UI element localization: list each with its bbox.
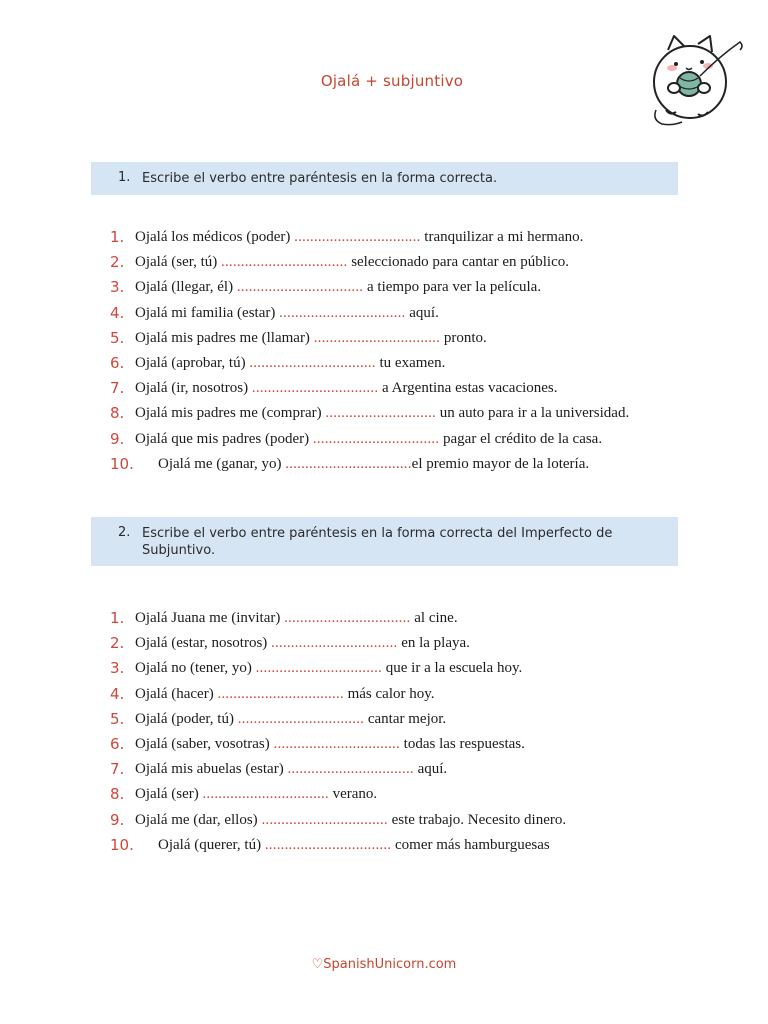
list-item: 4. Ojalá mi familia (estar) ................................ aquí. — [110, 303, 439, 322]
list-item: 7. Ojalá (ir, nosotros) ................................ a Argentina estas vacaciones. — [110, 379, 558, 398]
list-item: 10. Ojalá (querer, tú) ................................ comer más hamburguesas — [110, 835, 550, 854]
answer-blank: ................................ — [264, 836, 392, 853]
instruction-number: 2. — [118, 525, 131, 540]
answer-blank: ................................ — [261, 811, 388, 828]
instruction-text: Escribe el verbo entre paréntesis en la forma correcta del Imperfecto de Subjuntivo. — [142, 526, 613, 558]
answer-blank: ................................ — [312, 430, 440, 447]
list-item: 10. Ojalá me (ganar, yo) ................................el premio mayor de la lotería. — [110, 454, 590, 473]
answer-blank: ................................ — [279, 304, 406, 321]
list-item: 9. Ojalá que mis padres (poder) ................................ pagar el crédito de la casa. — [110, 429, 603, 448]
list-item: 7. Ojalá mis abuelas (estar) ................................ aquí. — [110, 760, 448, 779]
answer-blank: ................................ — [287, 761, 414, 778]
list-item: 6. Ojalá (saber, vosotras) ................................ todas las respuestas. — [110, 734, 525, 753]
answer-blank: ................................ — [313, 329, 441, 346]
answer-blank: ................................ — [271, 635, 398, 652]
exercise-list-1 — [110, 226, 670, 478]
answer-blank: ................................ — [255, 660, 383, 677]
page-title: Ojalá + subjuntivo — [320, 72, 464, 90]
list-item: 2. Ojalá (estar, nosotros) ................................ en la playa. — [110, 634, 470, 653]
answer-blank: ................................ — [284, 610, 411, 626]
list-item: 3. Ojalá (llegar, él) ................................ a tiempo para ver la película. — [110, 278, 542, 297]
answer-blank: ................................ — [251, 380, 379, 397]
list-item: 6. Ojalá (aprobar, tú) ................................ tu examen. — [110, 353, 446, 372]
list-item: 1. Ojalá Juana me (invitar) ................................ al cine. — [110, 609, 458, 627]
list-item: 4. Ojalá (hacer) ................................ más calor hoy. — [110, 684, 435, 703]
list-item: 5. Ojalá (poder, tú) ................................ cantar mejor. — [110, 709, 447, 728]
instruction-text: Escribe el verbo entre paréntesis en la forma correcta. — [142, 171, 498, 186]
instruction-number: 1. — [118, 170, 131, 185]
cat-with-yarn-icon — [638, 30, 748, 130]
list-item: 8. Ojalá (ser) ................................ verano. — [110, 785, 378, 804]
list-item: 2. Ojalá (ser, tú) ................................ seleccionado para cantar en público. — [110, 253, 569, 272]
exercise-list-2 — [110, 607, 670, 859]
answer-blank: ................................ — [217, 685, 344, 702]
list-item: 3. Ojalá no (tener, yo) ................................ que ir a la escuela hoy. — [110, 659, 523, 678]
answer-blank: ............................ — [325, 405, 436, 422]
instruction-box-1 — [91, 162, 678, 195]
footer-link[interactable]: ♡SpanishUnicorn.com — [311, 957, 457, 972]
answer-blank: ................................ — [236, 279, 364, 296]
answer-blank: ................................ — [249, 354, 376, 371]
answer-blank: ................................ — [237, 710, 365, 727]
answer-blank: ................................ — [294, 229, 421, 245]
answer-blank: ................................ — [202, 786, 329, 803]
list-item: 8. Ojalá mis padres me (comprar) ............................ un auto para ir a la universidad. — [110, 404, 630, 423]
answer-blank: ................................ — [221, 254, 348, 271]
list-item: 1. Ojalá los médicos (poder) ................................ tranquilizar a mi hermano. — [110, 228, 584, 246]
instruction-box-2 — [91, 517, 678, 566]
list-item: 9. Ojalá me (dar, ellos) ................................ este trabajo. Necesito dinero. — [110, 810, 567, 829]
answer-blank: ................................ — [285, 455, 412, 472]
list-item: 5. Ojalá mis padres me (llamar) ................................ pronto. — [110, 328, 487, 347]
answer-blank: ................................ — [273, 735, 400, 752]
